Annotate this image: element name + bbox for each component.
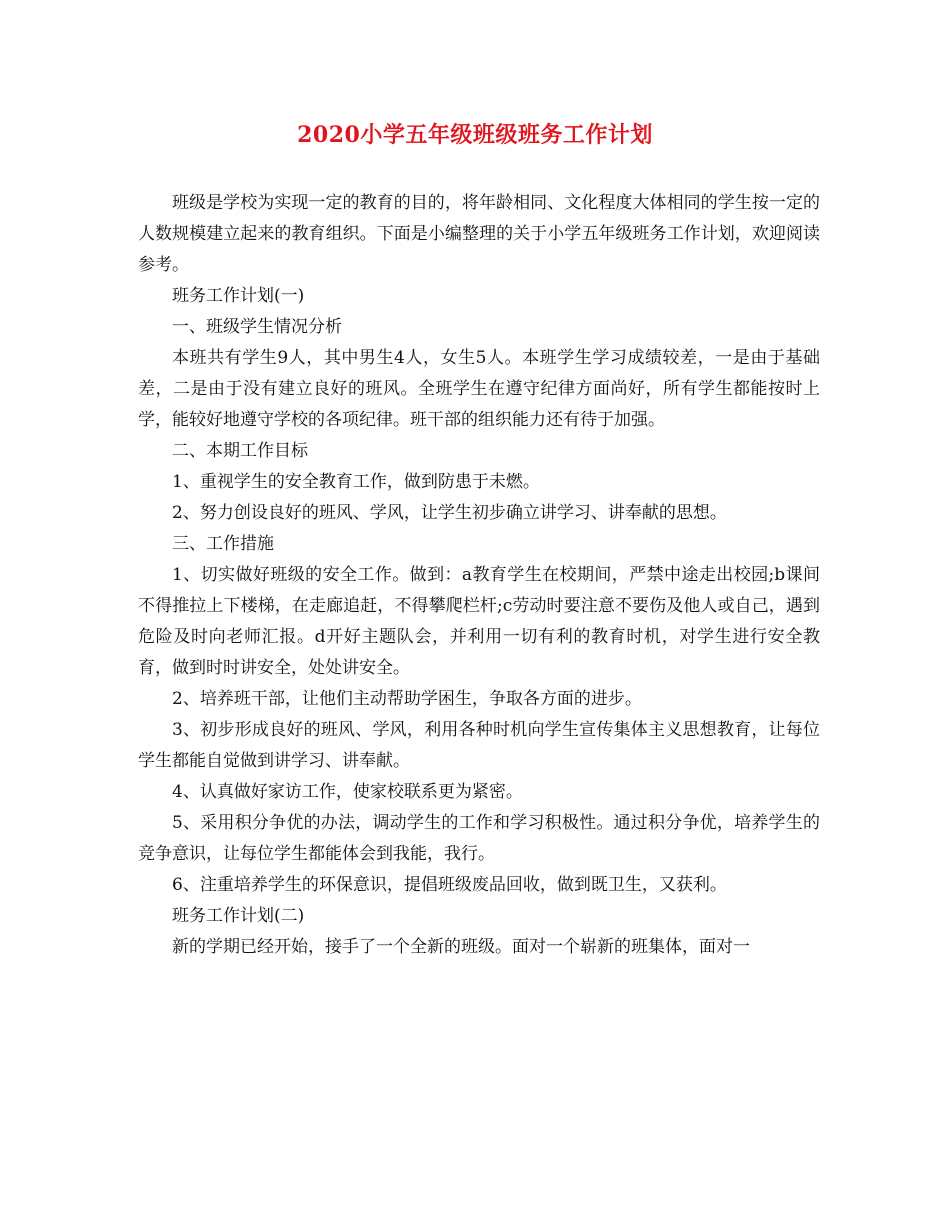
class-analysis-paragraph: 本班共有学生9人，其中男生4人，女生5人。本班学生学习成绩较差，一是由于基础差，二是由于没有建立良好的班风。全班学生在遵守纪律方面尚好，所有学生都能按时上学，能较好地遵守学校的各项纪律。班干部的组织能力还有待于加强。 — [138, 348, 820, 430]
measure-item-6: 6、注重培养学生的环保意识，提倡班级废品回收，做到既卫生，又获利。 — [172, 875, 727, 895]
measure-item-2: 2、培养班干部，让他们主动帮助学困生，争取各方面的进步。 — [172, 689, 642, 709]
goal-item-1: 1、重视学生的安全教育工作，做到防患于未燃。 — [172, 472, 540, 492]
measure-item-3: 3、初步形成良好的班风、学风，利用各种时机向学生宣传集体主义思想教育，让每位学生都能自觉做到讲学习、讲奉献。 — [138, 720, 820, 771]
intro-paragraph: 班级是学校为实现一定的教育的目的，将年龄相同、文化程度大体相同的学生按一定的人数规模建立起来的教育组织。下面是小编整理的关于小学五年级班务工作计划，欢迎阅读参考。 — [138, 193, 820, 275]
measure-item-4: 4、认真做好家访工作，使家校联系更为紧密。 — [172, 782, 523, 802]
subheading-measures: 三、工作措施 — [172, 534, 274, 554]
subheading-class-analysis: 一、班级学生情况分析 — [172, 317, 342, 337]
document-body — [138, 188, 820, 963]
measure-item-5: 5、采用积分争优的办法，调动学生的工作和学习积极性。通过积分争优，培养学生的竞争意识，让每位学生都能体会到我能，我行。 — [138, 813, 820, 864]
subheading-goals: 二、本期工作目标 — [172, 441, 308, 461]
section-heading-plan-1: 班务工作计划(一) — [172, 286, 305, 306]
measure-item-1: 1、切实做好班级的安全工作。做到：a教育学生在校期间，严禁中途走出校园;b课间不得推拉上下楼梯，在走廊追赶，不得攀爬栏杆;c劳动时要注意不要伤及他人或自己，遇到危险及时向老师汇报。d开好主题队会，并利用一切有利的教育时机，对学生进行安全教育，做到时时讲安全，处处讲安全。 — [138, 565, 820, 678]
section-heading-plan-2: 班务工作计划(二) — [172, 906, 305, 926]
plan-2-paragraph: 新的学期已经开始，接手了一个全新的班级。面对一个崭新的班集体，面对一 — [172, 937, 750, 957]
goal-item-2: 2、努力创设良好的班风、学风，让学生初步确立讲学习、讲奉献的思想。 — [172, 503, 727, 523]
document-title: 2020小学五年级班级班务工作计划 — [297, 122, 653, 148]
